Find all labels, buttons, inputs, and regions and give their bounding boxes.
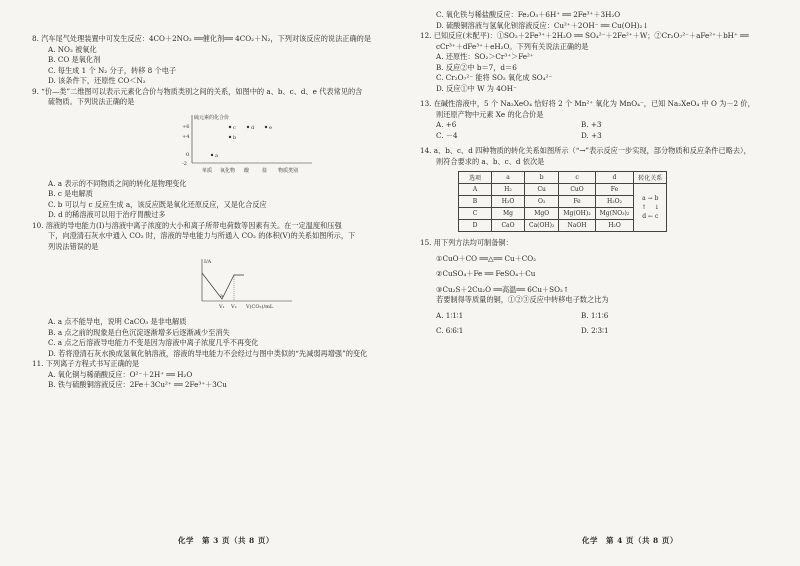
table-cell: C: [459, 208, 492, 220]
table-cell: CuO: [559, 184, 595, 196]
right-page: [400, 0, 800, 566]
q10-curve: [202, 273, 244, 299]
q10-option-d: D. 若将澄清石灰水换成氢氧化钠溶液，溶液的导电能力不会经过与图中类似的“先减弱再增强”的变化: [48, 348, 368, 358]
q15-eq-2: ②CuSO₄＋Fe ══ FeSO₄＋Cu: [436, 269, 536, 278]
q10-stem-3: 列说法错误的是: [48, 241, 99, 251]
table-cell: Ca(OH)₂: [525, 220, 559, 232]
q10-stem-2: 下，向澄清石灰水中通入 CO₂ 时，溶液的导电能力与所通入 CO₂ 的体积(V)的关系如图所示，下: [48, 231, 356, 240]
q11-option-d: D. 硫酸铜溶液与氢氧化钡溶液反应：Cu²⁺＋2OH⁻ ══ Cu(OH)₂↓: [436, 20, 649, 30]
point-d: [247, 125, 249, 127]
q11-stem: 11. 下列离子方程式书写正确的是: [32, 359, 140, 368]
q10-xlabel: V(CO₂)/mL: [246, 304, 274, 310]
q14-table: [458, 171, 667, 232]
table-header-cell: c: [559, 172, 595, 184]
q9-ylabel: 硫元素的化合价: [194, 114, 230, 121]
table-cell: NaOH: [559, 220, 595, 232]
q11-option-a: A. 氧化铜与稀硝酸反应：O²⁻＋2H⁺ ══ H₂O: [48, 369, 193, 379]
q9-ytick-4: -2: [182, 160, 187, 167]
relation-line-1: a → b: [642, 195, 659, 202]
q10-mark-v1: V₁: [219, 304, 225, 310]
point-c: [229, 125, 231, 127]
table-cell: Fe: [595, 184, 634, 196]
table-cell: B: [459, 196, 492, 208]
q12-stem-2: cCr³⁺＋dFe³⁺＋eH₂O。下列有关说法正确的是: [436, 41, 589, 51]
table-cell: MgO: [525, 208, 559, 220]
q13-option-d: D. +3: [581, 130, 602, 140]
q12-option-d: D. 反应①中 W 为 4OH⁻: [436, 83, 517, 93]
table-header-cell: b: [525, 172, 559, 184]
point-a-label: a: [215, 152, 218, 159]
q15-question: 若要制得等质量的铜，①②③反应中转移电子数之比为: [436, 295, 609, 304]
q8-option-a: A. NO₂ 被氧化: [48, 44, 97, 54]
table-cell: Cu: [525, 184, 559, 196]
q9-ytick-1: +6: [182, 123, 190, 130]
q10-option-a: A. a 点不能导电，说明 CaCO₃ 是非电解质: [48, 317, 187, 326]
q9-option-a: A. a 表示的不同物质之间的转化是物理变化: [48, 178, 187, 188]
q9-ytick-2: +4: [182, 133, 190, 140]
table-header-row: [459, 172, 667, 184]
right-footer: 化学 第 4 页（共 8 页）: [582, 536, 678, 545]
q10-stem-1: 10. 溶液的导电能力(I)与溶液中离子浓度的大小和离子所带电荷数等因素有关。在一定温度和压强: [32, 220, 342, 230]
table-header-cell: a: [492, 172, 525, 184]
table-cell: H₂O: [492, 196, 525, 208]
q11-option-b: B. 铁与硫酸铜溶液反应：2Fe＋3Cu²⁺ ══ 2Fe³⁺＋3Cu: [48, 380, 227, 389]
q10-ylabel: I/A: [204, 259, 212, 265]
table-cell: Mg(OH)₂: [559, 208, 595, 220]
q13-option-c: C. －4: [436, 130, 458, 140]
q10-mark-a: a: [220, 293, 223, 299]
table-cell: H₂: [492, 184, 525, 196]
q8-option-d: D. 该条件下，还原性 CO＜N₂: [48, 76, 146, 85]
q9-xtick-1: 单质: [202, 167, 213, 174]
q14-stem-1: 14. a、b、c、d 四种物质的转化关系如图所示（“→”表示反应一步实现，部分物质和反应条件已略去），: [420, 146, 751, 155]
q15-option-c: C. 6∶6∶1: [436, 326, 464, 335]
q12-option-c: C. Cr₂O₇²⁻ 能将 SO₂ 氧化成 SO₄²⁻: [436, 73, 553, 82]
table-cell: Mg(NO₃)₂: [595, 208, 634, 220]
point-a: [211, 153, 213, 155]
q8-option-b: B. CO 是氧化剂: [48, 55, 101, 64]
table-cell: H₂O: [595, 220, 634, 232]
q8-stem: 8. 汽车尾气处理装置中可发生反应：4CO＋2NO₂ ══催化剂══ 4CO₂＋N₂，下列对该反应的说法正确的是: [32, 34, 372, 43]
table-cell: D: [459, 220, 492, 232]
q13-option-b: B. +3: [581, 120, 602, 129]
table-cell: CaO: [492, 220, 525, 232]
q15-eq-1: ①CuO＋CO ══△══ Cu＋CO₂: [436, 253, 537, 263]
q9-stem-2: 硫物质。下列说法正确的是: [48, 97, 135, 106]
q13-stem-2: 则还原产物中元素 Xe 的化合价是: [436, 109, 544, 119]
table-cell: Fe: [559, 196, 595, 208]
relation-line-2: ↑ ↓: [641, 204, 660, 211]
q8-option-c: C. 每生成 1 个 N₂ 分子，转移 8 个电子: [48, 65, 177, 75]
point-d-label: d: [251, 124, 255, 131]
q12-option-b: B. 反应②中 b＝7，d＝6: [436, 62, 517, 72]
relation-line-3: d ← c: [642, 213, 659, 220]
q10-option-c: C. a 点之后溶液导电能力不变是因为溶液中离子浓度几乎不再变化: [48, 338, 259, 347]
q13-stem-1: 13. 在碱性溶液中，5 个 Na₂XeO₄ 恰好将 2 个 Mn²⁺ 氧化为 MnO₄⁻，已知 Na₂XeO₄ 中 O 为－2 价，: [420, 99, 755, 108]
q12-option-a: A. 还原性：SO₂＞Cr³⁺＞Fe²⁺: [436, 52, 534, 61]
point-c-label: c: [233, 124, 236, 131]
point-e-label: e: [269, 124, 272, 131]
left-footer: 化学 第 3 页（共 8 页）: [178, 536, 274, 545]
q15-stem: 15. 用下列方法均可制备铜：: [420, 238, 513, 247]
q10-mark-v2: V₂: [231, 304, 237, 310]
table-cell: O₂: [525, 196, 559, 208]
table-header-cell: 转化关系: [634, 172, 667, 184]
q9-stem-1: 9. “价—类”二维图可以表示元素化合价与物质类别之间的关系，如图中的 a、b、c、d、e 代表常见的含: [32, 86, 363, 96]
q10-option-b: B. a 点之前的现象是白色沉淀逐渐增多后逐渐减少至消失: [48, 327, 230, 337]
q15-option-b: B. 1∶1∶6: [581, 310, 609, 320]
q15-eq-3: ③Cu₂S＋2Cu₂O ══高温══ 6Cu＋SO₂↑: [436, 284, 569, 294]
table-header-cell: d: [595, 172, 634, 184]
relation-diagram: [634, 184, 667, 232]
table-header-cell: 选项: [459, 172, 492, 184]
q9-xtick-5: 物质类别: [278, 167, 299, 174]
q11-option-c: C. 氧化铁与稀盐酸反应：Fe₂O₃＋6H⁺ ══ 2Fe³⁺＋3H₂O: [436, 10, 621, 19]
q13-option-a: A. +6: [436, 120, 457, 129]
table-cell: A: [459, 184, 492, 196]
q15-option-d: D. 2∶3∶1: [581, 326, 609, 335]
q9-xtick-3: 酸: [244, 167, 250, 174]
q9-option-c: C. b 可以与 c 反应生成 a，该反应既是氧化还原反应，又是化合反应: [48, 199, 267, 209]
table-cell: Mg: [492, 208, 525, 220]
q14-stem-2: 则符合要求的 a、b、c、d 依次是: [436, 156, 545, 166]
q9-xtick-4: 盐: [262, 167, 268, 174]
q9-valence-graph: [162, 111, 322, 175]
q12-stem-1: 12. 已知反应(未配平)：①SO₂＋2Fe³⁺＋2H₂O ══ SO₄²⁻＋2Fe²⁺＋W；②Cr₂O₇²⁻＋aFe²⁺＋bH⁺ ══: [420, 31, 749, 40]
point-e: [265, 125, 267, 127]
table-row: [459, 184, 667, 196]
q15-option-a: A. 1∶1∶1: [436, 310, 464, 320]
table-cell: H₂O₂: [595, 196, 634, 208]
point-b: [229, 135, 231, 137]
q9-ytick-3: 0: [186, 151, 190, 158]
q9-option-d: D. d 的稀溶液可以用于治疗胃酸过多: [48, 210, 166, 219]
q9-xtick-2: 氧化物: [220, 167, 236, 174]
point-b-label: b: [233, 134, 237, 141]
q9-option-b: B. c 是电解质: [48, 189, 93, 198]
q10-conductivity-graph: [182, 255, 342, 313]
